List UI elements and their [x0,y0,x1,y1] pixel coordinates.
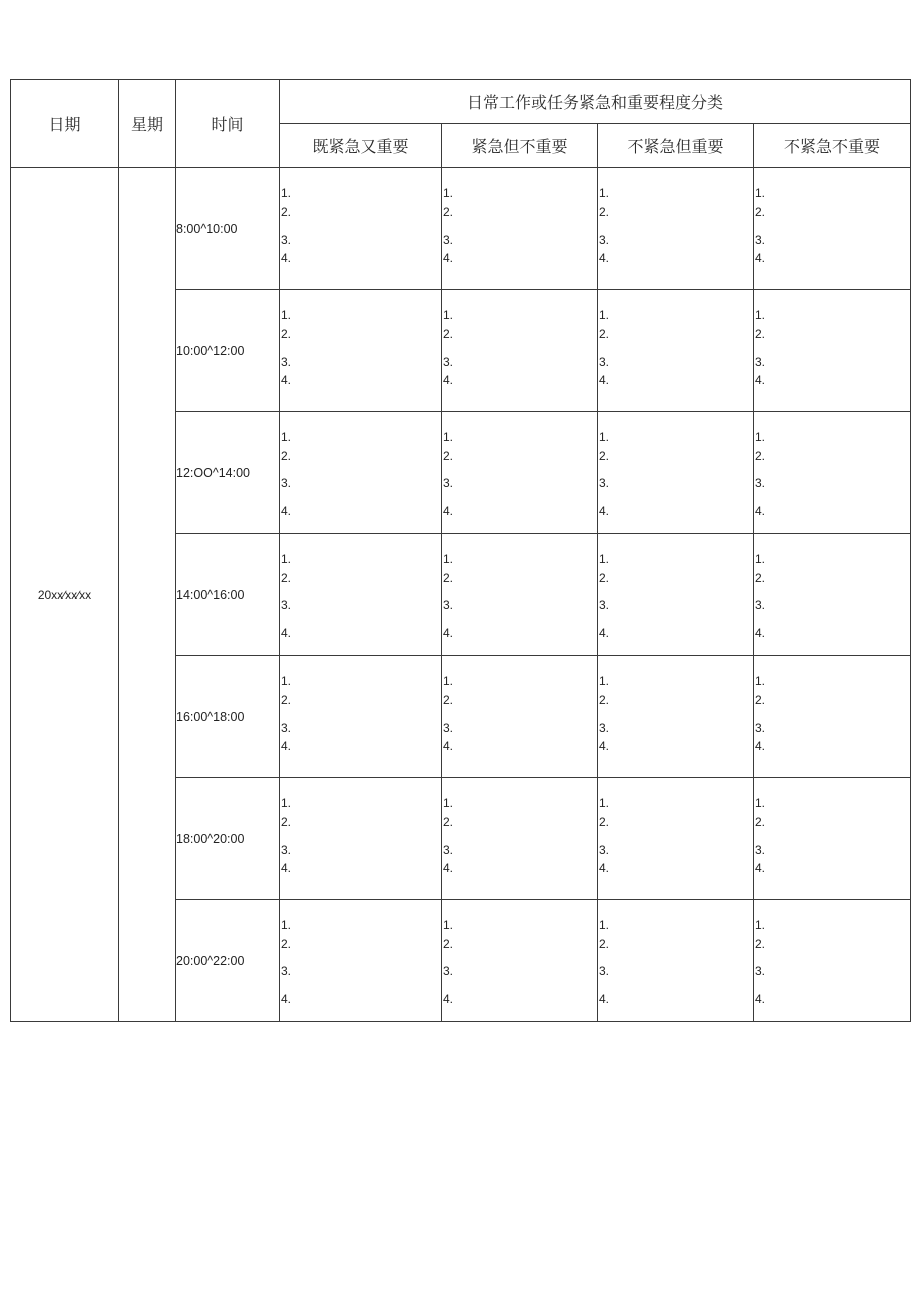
task-cell-urgent-not-important[interactable] [442,168,598,290]
task-number: 4. [443,992,454,1006]
task-number: 2. [599,327,610,341]
header-urgent-not-important: 紧急但不重要 [442,124,598,168]
task-cell-not-urgent-not-important[interactable] [754,290,911,412]
task-number: 2. [755,449,766,463]
task-number: 4. [599,504,610,518]
task-number: 1. [599,552,610,566]
task-number: 3. [755,843,766,857]
task-number: 1. [443,430,454,444]
task-number: 2. [755,937,766,951]
task-number: 1. [281,796,292,810]
task-number: 2. [443,693,454,707]
task-number: 4. [443,251,454,265]
task-number: 1. [755,308,766,322]
task-cell-not-urgent-not-important[interactable] [754,412,911,534]
task-number: 3. [281,721,292,735]
task-number: 2. [443,449,454,463]
task-cell-not-urgent-not-important[interactable] [754,534,911,656]
task-cell-urgent-important[interactable] [280,290,442,412]
task-number: 1. [443,308,454,322]
task-number: 2. [281,571,292,585]
task-number: 2. [599,571,610,585]
task-number: 1. [755,186,766,200]
task-number: 3. [281,476,292,490]
task-number: 3. [281,233,292,247]
task-number: 2. [443,571,454,585]
task-cell-urgent-important[interactable] [280,900,442,1022]
task-number: 2. [281,449,292,463]
task-number: 4. [281,861,292,875]
task-number: 1. [599,308,610,322]
task-number: 1. [599,918,610,932]
task-number: 1. [281,552,292,566]
task-number: 2. [443,937,454,951]
task-number: 4. [443,861,454,875]
task-cell-urgent-not-important[interactable] [442,290,598,412]
task-number: 1. [755,796,766,810]
task-number: 3. [599,355,610,369]
task-number: 4. [599,251,610,265]
task-cell-not-urgent-important[interactable] [598,168,754,290]
task-number: 3. [443,964,454,978]
time-slot-label: 20:00^22:00 [176,900,280,1022]
date-value-cell[interactable]: 20xx∕xx∕xx [11,168,119,1022]
task-cell-urgent-not-important[interactable] [442,656,598,778]
task-number: 3. [599,233,610,247]
task-number: 4. [755,373,766,387]
weekday-value-cell[interactable] [119,168,176,1022]
task-number: 3. [443,598,454,612]
task-number: 1. [443,796,454,810]
task-cell-not-urgent-important[interactable] [598,290,754,412]
task-number: 4. [755,251,766,265]
header-date: 日期 [11,80,119,168]
task-cell-urgent-important[interactable] [280,412,442,534]
task-number: 3. [599,476,610,490]
task-number: 3. [443,843,454,857]
task-number: 3. [281,843,292,857]
task-number: 2. [599,449,610,463]
task-number: 2. [755,327,766,341]
task-number: 1. [281,430,292,444]
task-number: 4. [599,626,610,640]
task-number: 4. [599,739,610,753]
task-number: 4. [755,504,766,518]
task-cell-not-urgent-not-important[interactable] [754,656,911,778]
task-number: 1. [755,552,766,566]
task-number: 4. [281,626,292,640]
task-cell-not-urgent-important[interactable] [598,656,754,778]
task-number: 3. [281,964,292,978]
header-time: 时间 [176,80,280,168]
time-slot-label: 12:OO^14:00 [176,412,280,534]
task-number: 3. [443,355,454,369]
task-number: 2. [281,815,292,829]
task-number: 4. [755,739,766,753]
task-number: 2. [599,693,610,707]
task-number: 1. [599,796,610,810]
task-number: 3. [599,721,610,735]
task-number: 1. [281,674,292,688]
task-cell-not-urgent-not-important[interactable] [754,168,911,290]
task-cell-not-urgent-not-important[interactable] [754,900,911,1022]
task-cell-urgent-important[interactable] [280,656,442,778]
task-number: 2. [281,693,292,707]
task-number: 1. [281,186,292,200]
task-number: 3. [599,843,610,857]
task-number: 4. [443,504,454,518]
task-number: 3. [443,721,454,735]
task-cell-not-urgent-important[interactable] [598,412,754,534]
task-cell-urgent-not-important[interactable] [442,778,598,900]
task-number: 4. [281,251,292,265]
task-number: 3. [755,476,766,490]
task-number: 2. [281,937,292,951]
task-number: 2. [599,205,610,219]
task-number: 3. [755,964,766,978]
schedule-body [11,168,911,1022]
task-cell-urgent-important[interactable] [280,534,442,656]
task-number: 3. [755,355,766,369]
task-number: 1. [281,308,292,322]
task-number: 2. [281,327,292,341]
task-number: 4. [281,504,292,518]
task-number: 4. [755,861,766,875]
time-slot-label: 10:00^12:00 [176,290,280,412]
task-number: 2. [755,815,766,829]
task-number: 3. [755,233,766,247]
task-cell-not-urgent-not-important[interactable] [754,778,911,900]
task-number: 4. [443,626,454,640]
task-number: 2. [755,205,766,219]
task-cell-urgent-not-important[interactable] [442,900,598,1022]
task-number: 2. [599,937,610,951]
task-number: 2. [443,205,454,219]
task-number: 3. [599,964,610,978]
header-urgent-important: 既紧急又重要 [280,124,442,168]
task-number: 3. [281,355,292,369]
task-number: 1. [443,552,454,566]
time-slot-label: 18:00^20:00 [176,778,280,900]
header-not-urgent-important: 不紧急但重要 [598,124,754,168]
task-cell-urgent-important[interactable] [280,778,442,900]
task-number: 2. [599,815,610,829]
task-number: 1. [443,186,454,200]
task-number: 4. [281,739,292,753]
task-cell-not-urgent-important[interactable] [598,534,754,656]
header-category-group: 日常工作或任务紧急和重要程度分类 [280,80,911,124]
task-number: 2. [281,205,292,219]
time-slot-row [11,168,911,290]
task-number: 1. [755,918,766,932]
task-number: 1. [755,674,766,688]
task-number: 3. [599,598,610,612]
task-number: 3. [443,233,454,247]
task-number: 3. [281,598,292,612]
time-slot-label: 16:00^18:00 [176,656,280,778]
task-number: 2. [755,693,766,707]
task-number: 3. [755,721,766,735]
task-number: 1. [599,430,610,444]
task-number: 1. [599,674,610,688]
task-number: 4. [281,992,292,1006]
task-number: 4. [281,373,292,387]
time-slot-label: 8:00^10:00 [176,168,280,290]
task-number: 2. [755,571,766,585]
task-number: 2. [443,815,454,829]
schedule-table [10,79,911,1022]
task-cell-urgent-not-important[interactable] [442,412,598,534]
task-number: 2. [443,327,454,341]
task-number: 4. [599,373,610,387]
task-cell-urgent-important[interactable] [280,168,442,290]
task-number: 3. [755,598,766,612]
task-cell-urgent-not-important[interactable] [442,534,598,656]
task-number: 4. [755,626,766,640]
task-number: 4. [443,739,454,753]
header-weekday: 星期 [119,80,176,168]
task-number: 1. [755,430,766,444]
header-not-urgent-not-important: 不紧急不重要 [754,124,911,168]
task-number: 4. [443,373,454,387]
task-cell-not-urgent-important[interactable] [598,900,754,1022]
task-number: 1. [443,918,454,932]
time-slot-label: 14:00^16:00 [176,534,280,656]
task-number: 4. [755,992,766,1006]
task-number: 1. [443,674,454,688]
task-number: 3. [443,476,454,490]
task-number: 1. [281,918,292,932]
task-number: 4. [599,992,610,1006]
task-number: 4. [599,861,610,875]
task-cell-not-urgent-important[interactable] [598,778,754,900]
task-number: 1. [599,186,610,200]
